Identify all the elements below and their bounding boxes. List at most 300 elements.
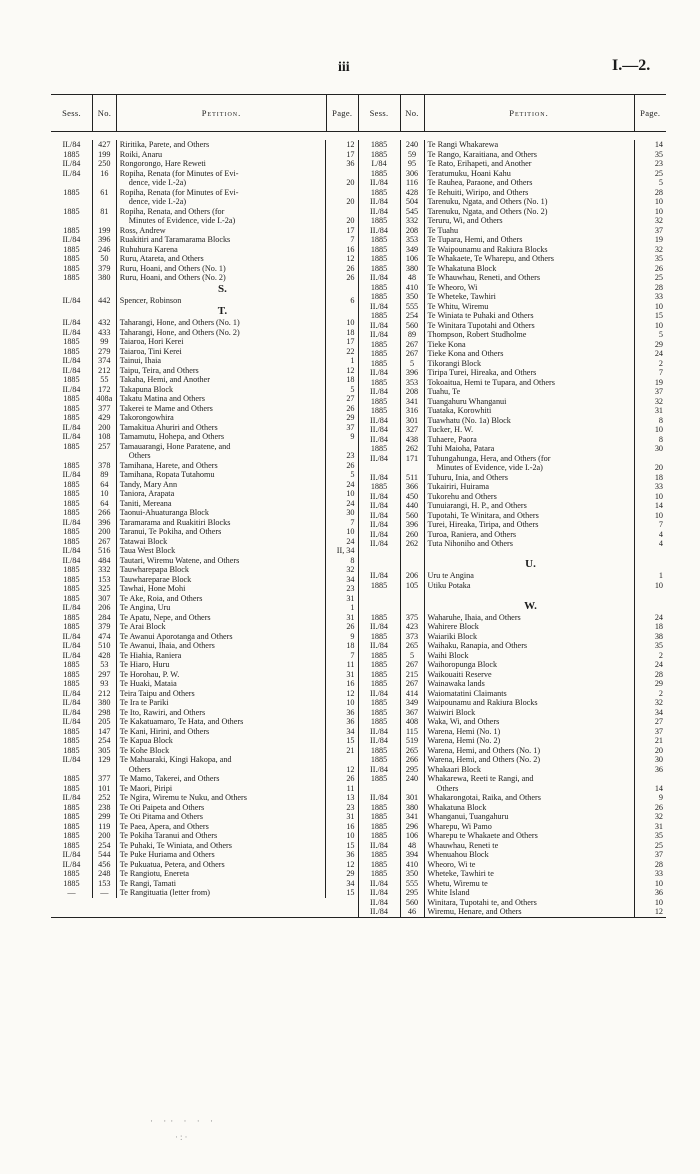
session-cell: II./84	[51, 423, 93, 433]
page-cell: 2	[658, 358, 663, 368]
number-cell: 332	[93, 565, 117, 575]
page-cell: 15	[346, 736, 355, 745]
number-cell: 504	[401, 197, 425, 207]
table-row	[359, 150, 667, 160]
page-cell: 37	[654, 225, 663, 235]
number-cell: 147	[93, 727, 117, 737]
page-cell: 20	[346, 197, 355, 206]
petition-cell: Wheteke, Tawhiri te	[425, 869, 635, 879]
page-cell: 26	[346, 263, 355, 273]
number-cell: 378	[93, 461, 117, 471]
page-cell: 31	[346, 593, 355, 603]
page-cell: 33	[654, 292, 663, 301]
page-cell	[326, 442, 357, 452]
petition-cell: Waihi Block	[425, 651, 635, 661]
session-cell: 1885	[359, 264, 401, 274]
page-cell: 24	[654, 349, 663, 358]
table-row	[51, 159, 358, 169]
session-cell: II./84	[359, 571, 401, 581]
page-cell: 32	[654, 396, 663, 406]
table-row	[51, 347, 358, 357]
session-cell: II./84	[51, 546, 93, 556]
petition-cell: Te Pokiha Taranui and Others	[117, 831, 326, 841]
petition-cell: Wharepu, Wi Pamo	[425, 822, 635, 832]
number-cell: 560	[401, 321, 425, 331]
session-cell: 1885	[359, 245, 401, 255]
page-cell: 12	[346, 140, 355, 149]
page-cell: 10	[654, 580, 663, 590]
petition-cell: Tuawhatu (No. 1a) Block	[425, 416, 635, 426]
number-cell: 295	[401, 765, 425, 775]
session-cell: 1885	[359, 869, 401, 879]
page-cell: 28	[654, 859, 663, 869]
table-row	[359, 188, 667, 198]
table-row	[51, 774, 358, 784]
table-row	[359, 879, 667, 889]
page-cell: 5	[658, 178, 663, 187]
col-page: Page.	[327, 95, 359, 131]
page-cell: 35	[654, 831, 663, 840]
number-cell	[401, 558, 425, 571]
number-cell: 307	[93, 594, 117, 604]
number-cell: 101	[93, 784, 117, 794]
petition-cell: Tikorangi Block	[425, 359, 635, 369]
number-cell: 115	[401, 727, 425, 737]
page-cell: 28	[654, 669, 663, 679]
page-cell: 7	[350, 650, 355, 660]
session-cell: 1885	[51, 537, 93, 547]
number-cell: 266	[93, 508, 117, 518]
page-cell: 32	[654, 812, 663, 821]
table-row	[51, 556, 358, 566]
table-row	[359, 869, 667, 879]
session-cell: 1885	[51, 660, 93, 670]
number-cell: 200	[93, 423, 117, 433]
session-cell: 1885	[359, 755, 401, 765]
page-cell: 38	[654, 631, 663, 641]
petition-cell: Te Whakaete, Te Wharepu, and Others	[425, 254, 635, 264]
petition-cell: Ropiha, Renata, and Others (for	[117, 207, 326, 217]
session-cell: 1885	[51, 442, 93, 452]
table-row	[51, 442, 358, 452]
page-cell: 2	[658, 650, 663, 660]
petition-cell: Te Kapua Block	[117, 736, 326, 746]
session-cell: II./84	[51, 603, 93, 613]
number-cell: 438	[401, 435, 425, 445]
number-cell: 89	[93, 470, 117, 480]
petition-cell: Waikouaiti Reserve	[425, 670, 635, 680]
page-cell: 10	[654, 320, 663, 330]
session-cell: II./84	[51, 708, 93, 718]
petition-cell: Te Awanui, Ihaia, and Others	[117, 641, 326, 651]
petition-cell: Taharangi, Hone, and Others (No. 2)	[117, 328, 326, 338]
session-cell: 1885	[359, 679, 401, 689]
petition-cell: Uru te Angina	[425, 571, 635, 581]
page-cell: 12	[346, 859, 355, 869]
petition-cell: Waiomatatini Claimants	[425, 689, 635, 699]
page-cell: 25	[654, 273, 663, 282]
petition-cell: Ropiha, Renata (for Minutes of Evi-	[117, 169, 326, 179]
number-cell: 380	[93, 698, 117, 708]
table-row	[359, 698, 667, 708]
petition-cell: Wheoro, Wi te	[425, 860, 635, 870]
number-cell: 172	[93, 385, 117, 395]
petition-cell: Taiaroa, Hori Kerei	[117, 337, 326, 347]
session-cell: 1885	[359, 831, 401, 841]
session-cell: 1885	[359, 670, 401, 680]
table-row	[51, 632, 358, 642]
table-row	[51, 318, 358, 328]
number-cell: 153	[93, 879, 117, 889]
petition-cell: Taniora, Arapata	[117, 489, 326, 499]
page-cell: 34	[346, 574, 355, 584]
table-row	[359, 425, 667, 435]
number-cell: 248	[93, 869, 117, 879]
session-cell: II./84	[359, 539, 401, 549]
petition-cell: Taramarama and Ruakitiri Blocks	[117, 518, 326, 528]
session-cell: 1885	[359, 850, 401, 860]
number-cell: 394	[401, 850, 425, 860]
table-row	[359, 632, 667, 642]
number-cell: 200	[93, 831, 117, 841]
table-row	[359, 273, 667, 283]
table-row	[359, 670, 667, 680]
petition-cell: Waka, Wi, and Others	[425, 717, 635, 727]
table-row	[359, 907, 667, 917]
number-cell: 423	[401, 622, 425, 632]
petition-cell: Tamihana, Ropata Tutahomu	[117, 470, 326, 480]
number-cell: 199	[93, 226, 117, 236]
petition-cell: Whakarewa, Reeti te Rangi, and	[425, 774, 635, 784]
number-cell: 350	[401, 292, 425, 302]
session-cell: II./84	[51, 518, 93, 528]
petition-cell: Tuataka, Korowhiti	[425, 406, 635, 416]
petition-cell: Ropiha, Renata (for Minutes of Evi-	[117, 188, 326, 198]
page-cell: 14	[654, 783, 663, 793]
petition-cell: Tamauarangi, Hone Paratene, and	[117, 442, 326, 452]
session-cell: 1885	[359, 349, 401, 359]
table-row	[51, 296, 358, 306]
number-cell	[401, 600, 425, 613]
table-row	[359, 679, 667, 689]
session-cell: II./84	[51, 385, 93, 395]
page-cell: 29	[346, 413, 355, 422]
session-cell: II./84	[359, 841, 401, 851]
number-cell: 305	[93, 746, 117, 756]
table-row	[359, 235, 667, 245]
session-cell: 1885	[51, 207, 93, 217]
session-cell: II./84	[359, 302, 401, 312]
petition-cell: Whauwhau, Reneti te	[425, 841, 635, 851]
petition-cell: Te Rato, Erihapeti, and Another	[425, 159, 635, 169]
document-code: I.—2.	[612, 57, 651, 74]
session-cell: 1885	[51, 404, 93, 414]
session-cell: 1885	[51, 679, 93, 689]
page-cell: 7	[350, 517, 355, 527]
table-row	[51, 879, 358, 889]
number-cell: 46	[401, 907, 425, 917]
table-row	[359, 444, 667, 454]
page-cell: 5	[658, 330, 663, 339]
petition-cell: Teratumuku, Hoani Kahu	[425, 169, 635, 179]
page-cell: 17	[346, 337, 355, 346]
petition-cell: Te Puke Huriama and Others	[117, 850, 326, 860]
number-cell: 199	[93, 150, 117, 160]
page-cell: 10	[654, 206, 663, 216]
table-row	[51, 461, 358, 471]
petition-cell: Takatu Matina and Others	[117, 394, 326, 404]
number-cell: 456	[93, 860, 117, 870]
table-row	[51, 708, 358, 718]
page-cell: 36	[346, 717, 355, 726]
number-cell	[93, 451, 117, 461]
page-cell: 18	[654, 622, 663, 631]
session-cell: 1885	[359, 311, 401, 321]
table-row	[51, 499, 358, 509]
page-cell: 17	[346, 225, 355, 235]
page-cell: 26	[654, 263, 663, 273]
petition-cell: Minutes of Evidence, vide I.-2a)	[117, 216, 326, 226]
number-cell: 267	[401, 349, 425, 359]
session-cell: II./84	[359, 425, 401, 435]
table-row	[359, 387, 667, 397]
petition-cell: Warena, Hemi (No. 1)	[425, 727, 635, 737]
number-cell: 246	[93, 245, 117, 255]
session-cell: II./84	[359, 387, 401, 397]
petition-cell: Thompson, Robert Studholme	[425, 330, 635, 340]
page-cell: 14	[654, 501, 663, 510]
table-row	[51, 150, 358, 160]
table-row	[51, 755, 358, 765]
table-row	[51, 784, 358, 794]
col-sess: Sess.	[51, 95, 93, 131]
session-cell: II./84	[51, 318, 93, 328]
session-cell: 1885	[51, 831, 93, 841]
page-cell: 4	[658, 529, 663, 539]
petition-cell: Wiremu, Henare, and Others	[425, 907, 635, 917]
page-cell: 10	[346, 489, 355, 498]
page-cell: 34	[654, 707, 663, 717]
page-cell: 7	[350, 235, 355, 244]
petition-cell: Whanganui, Tuangahuru	[425, 812, 635, 822]
petition-cell: Tauwhareparae Block	[117, 575, 326, 585]
table-row	[51, 470, 358, 480]
column-header-row	[51, 95, 666, 132]
number-cell: 254	[93, 841, 117, 851]
number-cell: 81	[93, 207, 117, 217]
petition-cell: Te Kakatuamaro, Te Hata, and Others	[117, 717, 326, 727]
page-cell: 9	[350, 631, 355, 641]
number-cell: 380	[401, 803, 425, 813]
number-cell: 427	[93, 140, 117, 150]
number-cell: 432	[93, 318, 117, 328]
session-cell: 1885	[359, 651, 401, 661]
number-cell: 212	[93, 689, 117, 699]
table-row	[51, 480, 358, 490]
table-row	[51, 337, 358, 347]
col-no: No.	[93, 95, 117, 131]
page-cell: 27	[346, 394, 355, 403]
petition-cell: Te Hiaro, Huru	[117, 660, 326, 670]
petition-cell: Waipounamu and Rakiura Blocks	[425, 698, 635, 708]
petition-cell: Spencer, Robinson	[117, 296, 326, 306]
petition-cell: Taiaroa, Tini Kerei	[117, 347, 326, 357]
session-cell: II./84	[51, 140, 93, 150]
col-page: Page.	[640, 108, 661, 118]
number-cell: 208	[401, 226, 425, 236]
table-row	[51, 356, 358, 366]
number-cell: 511	[401, 473, 425, 483]
number-cell: 429	[93, 413, 117, 423]
petition-cell: Tandy, Mary Ann	[117, 480, 326, 490]
session-cell: II./84	[51, 432, 93, 442]
page-cell: 23	[346, 584, 355, 593]
petition-cell: Taniti, Mereana	[117, 499, 326, 509]
number-cell: 89	[401, 330, 425, 340]
petition-cell: Te Ngira, Wiremu te Nuku, and Others	[117, 793, 326, 803]
number-cell: 254	[93, 736, 117, 746]
table-row	[51, 413, 358, 423]
petition-cell: White Island	[425, 888, 635, 898]
table-row	[359, 549, 667, 559]
page-cell: 19	[654, 377, 663, 387]
petition-cell: Taharangi, Hone, and Others (No. 1)	[117, 318, 326, 328]
number-cell: 299	[93, 812, 117, 822]
petition-cell: Turoa, Raniera, and Others	[425, 530, 635, 540]
number-cell: 266	[401, 755, 425, 765]
session-cell: 1885	[359, 378, 401, 388]
number-cell	[401, 463, 425, 473]
section-letter: T.	[117, 305, 326, 318]
page-cell: 21	[346, 745, 355, 755]
page-cell: 13	[346, 793, 355, 802]
number-cell: 298	[93, 708, 117, 718]
page-cell: 24	[346, 479, 355, 489]
session-cell: II./84	[51, 698, 93, 708]
number-cell: 428	[93, 651, 117, 661]
petition-cell: Te Maori, Piripi	[117, 784, 326, 794]
number-cell: 106	[401, 254, 425, 264]
session-cell: 1885	[359, 660, 401, 670]
session-cell: 1885	[51, 841, 93, 851]
petition-cell: Tarenuku, Ngata, and Others (No. 1)	[425, 197, 635, 207]
session-cell: II./84	[359, 501, 401, 511]
number-cell: 262	[401, 444, 425, 454]
page-cell: 5	[350, 470, 355, 479]
number-cell: 48	[401, 841, 425, 851]
table-row	[51, 518, 358, 528]
petition-cell: Tuhungahunga, Hera, and Others (for	[425, 454, 635, 464]
page-cell	[326, 755, 357, 765]
session-cell: 1885	[359, 254, 401, 264]
petition-cell: Ruru, Hoani, and Others (No. 1)	[117, 264, 326, 274]
table-row	[51, 273, 358, 283]
page-cell: 24	[654, 660, 663, 669]
number-cell: 516	[93, 546, 117, 556]
petition-cell: Wainawaka lands	[425, 679, 635, 689]
number-cell: 265	[401, 641, 425, 651]
table-row	[359, 793, 667, 803]
number-cell: 377	[93, 404, 117, 414]
page-cell: 18	[346, 327, 355, 337]
number-cell: 265	[401, 746, 425, 756]
petition-cell: Utiku Potaka	[425, 581, 635, 591]
number-cell: 366	[401, 482, 425, 492]
col-no: No.	[401, 95, 425, 131]
session-cell: II./84	[359, 727, 401, 737]
number-cell: 254	[401, 311, 425, 321]
table-row	[51, 375, 358, 385]
table-row	[51, 850, 358, 860]
petition-cell: Tainui, Ihaia	[117, 356, 326, 366]
page-cell: 7	[658, 520, 663, 529]
number-cell	[401, 549, 425, 559]
table-row	[359, 520, 667, 530]
table-row	[359, 216, 667, 226]
table-row	[359, 831, 667, 841]
session-cell: 1885	[359, 406, 401, 416]
petition-cell: Te Mamo, Takerei, and Others	[117, 774, 326, 784]
session-cell	[359, 590, 401, 600]
table-row	[359, 571, 667, 581]
number-cell: 433	[93, 328, 117, 338]
number-cell: 267	[401, 340, 425, 350]
number-cell: 212	[93, 366, 117, 376]
table-row	[359, 708, 667, 718]
table-row	[51, 169, 358, 179]
session-cell: 1885	[359, 292, 401, 302]
table-row	[359, 378, 667, 388]
table-row	[359, 178, 667, 188]
page-cell: 23	[346, 802, 355, 812]
table-row	[359, 530, 667, 540]
table-row	[51, 594, 358, 604]
table-row	[51, 197, 358, 207]
number-cell: 284	[93, 613, 117, 623]
table-row	[51, 188, 358, 198]
number-cell: 327	[401, 425, 425, 435]
petition-cell: Tukairiri, Huirama	[425, 482, 635, 492]
number-cell: 50	[93, 254, 117, 264]
petition-cell: Te Winitara Tupotahi and Others	[425, 321, 635, 331]
session-cell: 1885	[51, 736, 93, 746]
number-cell: 555	[401, 302, 425, 312]
table-row	[359, 226, 667, 236]
number-cell: 301	[401, 416, 425, 426]
table-row	[359, 850, 667, 860]
table-row	[51, 283, 358, 296]
table-row	[359, 283, 667, 293]
session-cell: 1885	[359, 812, 401, 822]
session-cell: II./84	[359, 689, 401, 699]
session-cell: 1885	[359, 188, 401, 198]
number-cell: 396	[401, 520, 425, 530]
table-row	[51, 140, 358, 150]
number-cell: 306	[401, 169, 425, 179]
number-cell: 93	[93, 679, 117, 689]
table-row	[51, 305, 358, 318]
table-row	[359, 359, 667, 369]
session-cell: 1885	[51, 527, 93, 537]
session-cell: II./84	[359, 888, 401, 898]
table-row	[51, 432, 358, 442]
page-cell: 28	[654, 282, 663, 292]
session-cell: 1885	[51, 375, 93, 385]
session-cell: II./84	[359, 622, 401, 632]
petition-cell: Tatawai Block	[117, 537, 326, 547]
number-cell: 59	[401, 150, 425, 160]
table-row	[51, 207, 358, 217]
